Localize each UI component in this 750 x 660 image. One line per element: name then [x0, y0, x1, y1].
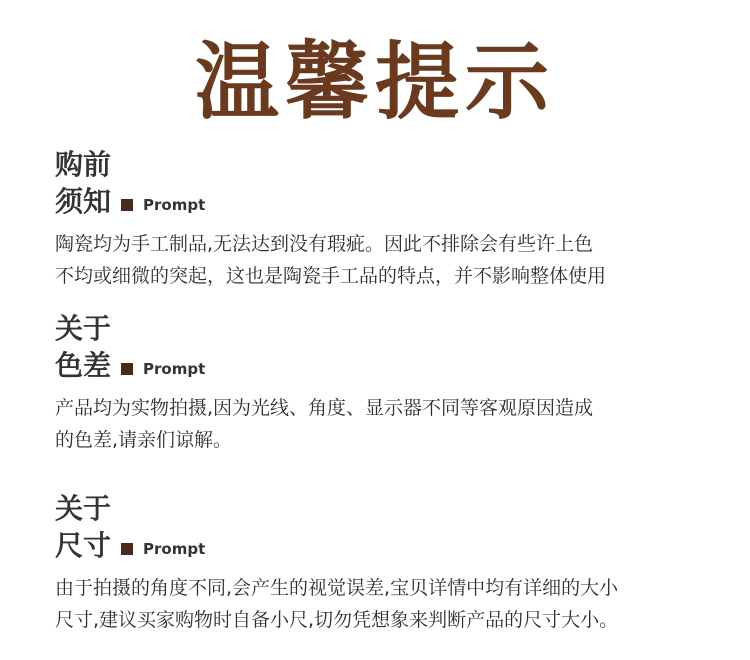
body-line-2: 的色差,请亲们谅解。 [55, 429, 233, 451]
body-line-2: 不均或细微的突起，这也是陶瓷手工品的特点，并不影响整体使用 [55, 265, 607, 287]
body-line-2: 尺寸,建议买家购物时自备小尺,切勿凭想象来判断产品的尺寸大小。 [55, 609, 619, 631]
prompt-label: Prompt [143, 360, 206, 378]
page-title: 温馨提示 [194, 32, 555, 131]
body-line-1: 由于拍摄的角度不同,会产生的视觉误差,宝贝详情中均有详细的大小 [55, 577, 619, 599]
prompt-label: Prompt [143, 540, 206, 558]
heading-line-1: 关于 [55, 312, 112, 345]
section-heading [55, 492, 735, 566]
heading-line-2: 色差 [55, 349, 112, 382]
section-before-purchase [55, 148, 735, 292]
prompt-label: Prompt [143, 196, 206, 214]
section-body [55, 392, 695, 456]
square-bullet-icon [121, 199, 133, 211]
section-body [55, 228, 695, 292]
square-bullet-icon [121, 543, 133, 555]
square-bullet-icon [121, 363, 133, 375]
heading-line-1: 购前 [55, 148, 112, 181]
section-heading [55, 148, 735, 222]
section-body [55, 572, 715, 636]
body-line-1: 产品均为实物拍摄,因为光线、角度、显示器不同等客观原因造成 [55, 397, 594, 419]
section-color-difference [55, 312, 735, 456]
section-heading [55, 312, 735, 386]
section-size [55, 492, 735, 636]
heading-line-2: 尺寸 [55, 529, 112, 562]
heading-line-2: 须知 [55, 185, 112, 218]
heading-line-1: 关于 [55, 492, 112, 525]
body-line-1: 陶瓷均为手工制品,无法达到没有瑕疵。因此不排除会有些许上色 [55, 233, 594, 255]
